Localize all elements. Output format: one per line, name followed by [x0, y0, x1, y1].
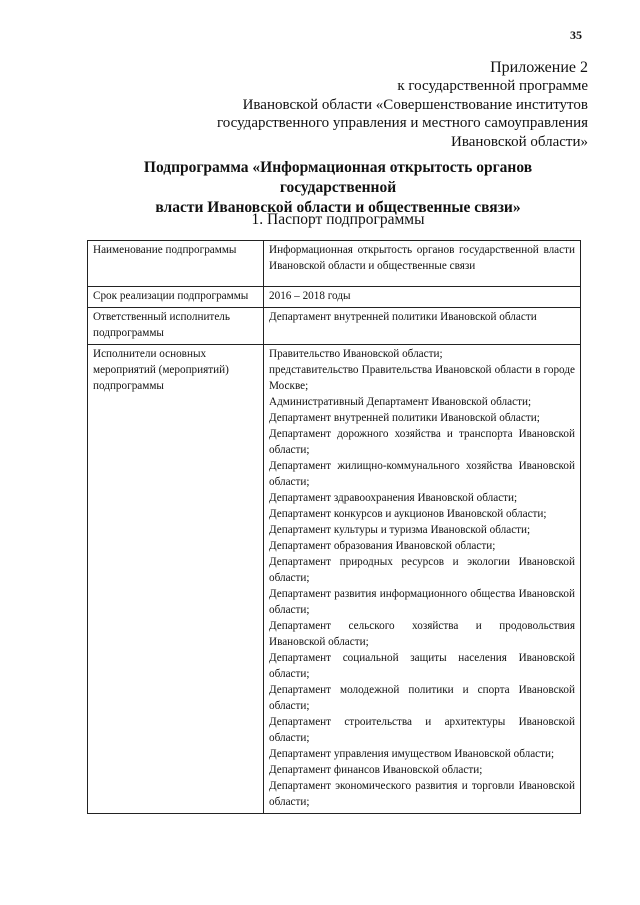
list-item: Департамент строительства и архитектуры Ивановской области;	[269, 716, 575, 744]
subprogram-title	[88, 158, 588, 218]
appendix-title: Приложение 2	[490, 59, 588, 76]
list-item: Административный Департамент Ивановской области;	[269, 396, 532, 408]
list-item: Департамент образования Ивановской области;	[269, 540, 496, 552]
table-row	[88, 308, 581, 345]
list-item: Департамент экономического развития и торговли Ивановской области;	[269, 780, 575, 808]
table-row	[88, 241, 581, 287]
list-item: Департамент социальной защиты населения Ивановской области;	[269, 652, 575, 680]
row-value: 2016 – 2018 годы	[264, 287, 581, 308]
list-item: Департамент жилищно-коммунального хозяйства Ивановской области;	[269, 460, 575, 488]
subprogram-title-line: власти Ивановской области и общественные связи»	[155, 199, 521, 216]
appendix-header	[188, 58, 588, 151]
table-row	[88, 287, 581, 308]
list-item: Департамент внутренней политики Ивановской области;	[269, 412, 540, 424]
list-item: Департамент управления имуществом Ивановской области;	[269, 748, 555, 760]
row-value: Департамент внутренней политики Ивановской области	[264, 308, 581, 345]
list-item: Департамент здравоохранения Ивановской области;	[269, 492, 518, 504]
list-item: Департамент молодежной политики и спорта Ивановской области;	[269, 684, 575, 712]
row-value: Информационная открытость органов государственной власти Ивановской области и общественные связи	[264, 241, 581, 287]
list-item: Правительство Ивановской области;	[269, 348, 443, 360]
list-item: Департамент развития информационного общества Ивановской области;	[269, 588, 575, 616]
list-item: представительство Правительства Ивановской области в городе Москве;	[269, 364, 575, 392]
list-item: Департамент культуры и туризма Ивановской области;	[269, 524, 531, 536]
row-label: Ответственный исполнитель подпрограммы	[88, 308, 264, 345]
section-title: 1. Паспорт подпрограммы	[251, 211, 425, 228]
list-item: Департамент финансов Ивановской области;	[269, 764, 483, 776]
subprogram-title-line: Подпрограмма «Информационная открытость органов государственной	[143, 159, 533, 196]
executors-list	[264, 345, 581, 814]
appendix-line: Ивановской области»	[451, 133, 588, 150]
page-number: 35	[570, 28, 582, 42]
list-item: Департамент природных ресурсов и экологии Ивановской области;	[269, 556, 575, 584]
row-label: Наименование подпрограммы	[88, 241, 264, 287]
appendix-line: к государственной программе	[397, 78, 588, 94]
executors-label: Исполнители основных мероприятий (мероприятий) подпрограммы	[88, 345, 264, 814]
passport-table	[87, 240, 581, 814]
table-row	[88, 345, 581, 814]
row-label: Срок реализации подпрограммы	[88, 287, 264, 308]
list-item: Департамент сельского хозяйства и продовольствия Ивановской области;	[269, 620, 575, 648]
appendix-line: государственного управления и местного самоуправления	[217, 115, 588, 131]
list-item: Департамент дорожного хозяйства и транспорта Ивановской области;	[269, 428, 575, 456]
appendix-line: Ивановской области «Совершенствование институтов	[242, 96, 588, 113]
list-item: Департамент конкурсов и аукционов Ивановской области;	[269, 508, 547, 520]
